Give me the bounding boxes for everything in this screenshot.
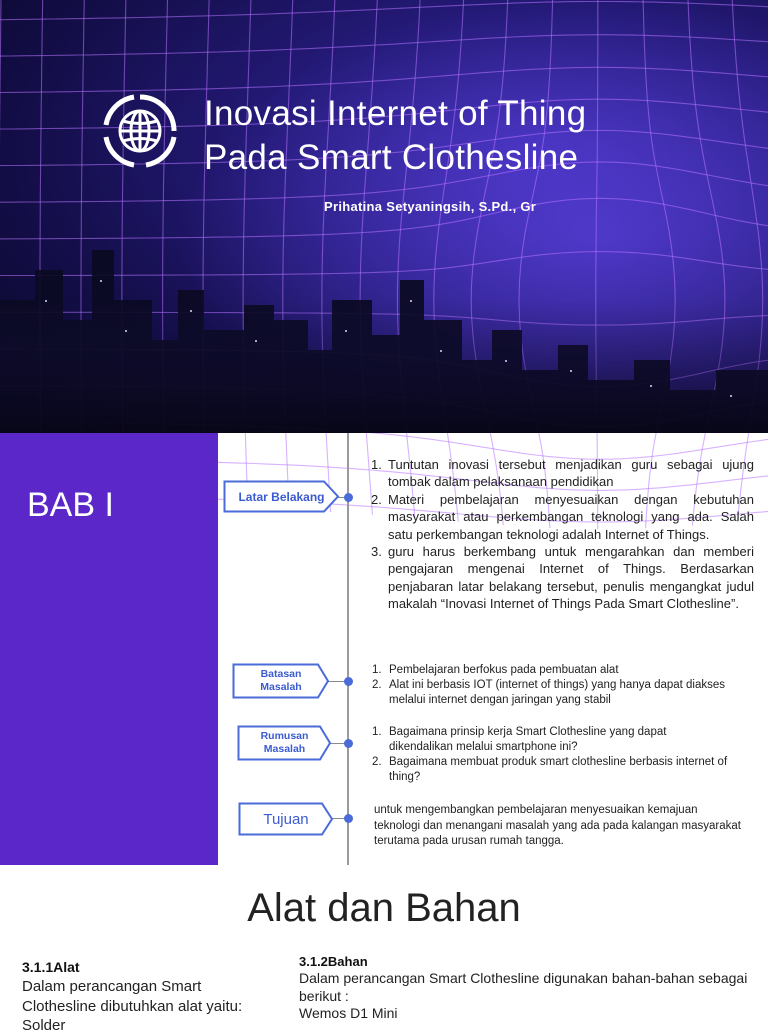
hero-background [0, 0, 768, 433]
title-line-2: Pada Smart Clothesline [204, 138, 579, 177]
alat-paragraph [22, 977, 272, 1036]
tag-label: Batasan [260, 668, 302, 680]
tag-tujuan [238, 802, 334, 836]
bahan-item: Wemos D1 Mini [299, 1005, 398, 1021]
globe-icon [102, 93, 178, 169]
timeline-dot [344, 814, 353, 823]
tujuan-text: untuk mengembangkan pembelajaran menyesuaikan kemajuan teknologi dan menangani masalah yang ada pada kalangan masyarakat terutama pada urusan rumah tangga. [374, 804, 741, 847]
list-item: 1. Bagaimana prinsip kerja Smart Clothesline yang dapat dikendalikan melalui smartphone ini? [372, 726, 667, 753]
hero-banner [0, 0, 768, 433]
bahan-text: Dalam perancangan Smart Clothesline digunakan bahan-bahan sebagai berikut : [299, 970, 748, 1004]
tag-label: Rumusan [260, 730, 309, 742]
rumusan-masalah-list [372, 725, 732, 785]
title-line-1: Inovasi Internet of Thing [204, 94, 587, 133]
section-title: Alat dan Bahan [247, 886, 521, 930]
list-item: 2. Materi pembelajaran menyesuaikan dengan kebutuhan masyarakat atau perkembangan teknologi yang ada. Salah satu perkembangan teknologi adalah Internet of Things. [371, 491, 754, 542]
page-title [204, 92, 744, 180]
list-item: 2. Alat ini berbasis IOT (internet of things) yang hanya dapat diakses melalui internet dengan jaringan yang stabil [372, 679, 726, 706]
tag-label: Latar Belakang [238, 489, 325, 504]
author-name: Prihatina Setyaningsih, S.Pd., Gr [324, 199, 537, 214]
alat-heading: 3.1.1Alat [22, 959, 80, 975]
bab-title: BAB I [27, 486, 114, 524]
latar-belakang-list [371, 456, 754, 613]
list-item: 2. Bagaimana membuat produk smart clothesline berbasis internet of thing? [372, 756, 728, 783]
alat-text: Dalam perancangan Smart Clothesline dibutuhkan alat yaitu: [22, 978, 243, 1015]
tag-batasan-masalah [232, 663, 330, 699]
timeline-dot [344, 493, 353, 502]
list-item: 3. guru harus berkembang untuk mengarahkan dan memberi pengajaran mengenai Internet of Things. Berdasarkan penjabaran latar belakang tersebut, penulis mengangkat judul makalah “Inovasi Internet of Things Pada Smart Clothesline”. [371, 544, 754, 612]
bahan-paragraph [299, 970, 749, 1023]
bahan-heading: 3.1.2Bahan [299, 954, 368, 969]
timeline-dot [344, 739, 353, 748]
alat-item: Solder [22, 1017, 66, 1034]
list-item: 1. Pembelajaran berfokus pada pembuatan alat [372, 664, 619, 676]
tag-label: Tujuan [263, 810, 309, 828]
tag-label: Masalah [263, 743, 306, 755]
timeline-dot [344, 677, 353, 686]
tag-rumusan-masalah [237, 725, 332, 761]
tag-label: Masalah [260, 681, 302, 693]
tag-latar-belakang [223, 480, 340, 513]
batasan-masalah-list [372, 663, 752, 708]
list-item: 1. Tuntutan inovasi tersebut menjadikan guru sebagai ujung tombak dalam pelaksanaan pendidikan [371, 457, 754, 490]
